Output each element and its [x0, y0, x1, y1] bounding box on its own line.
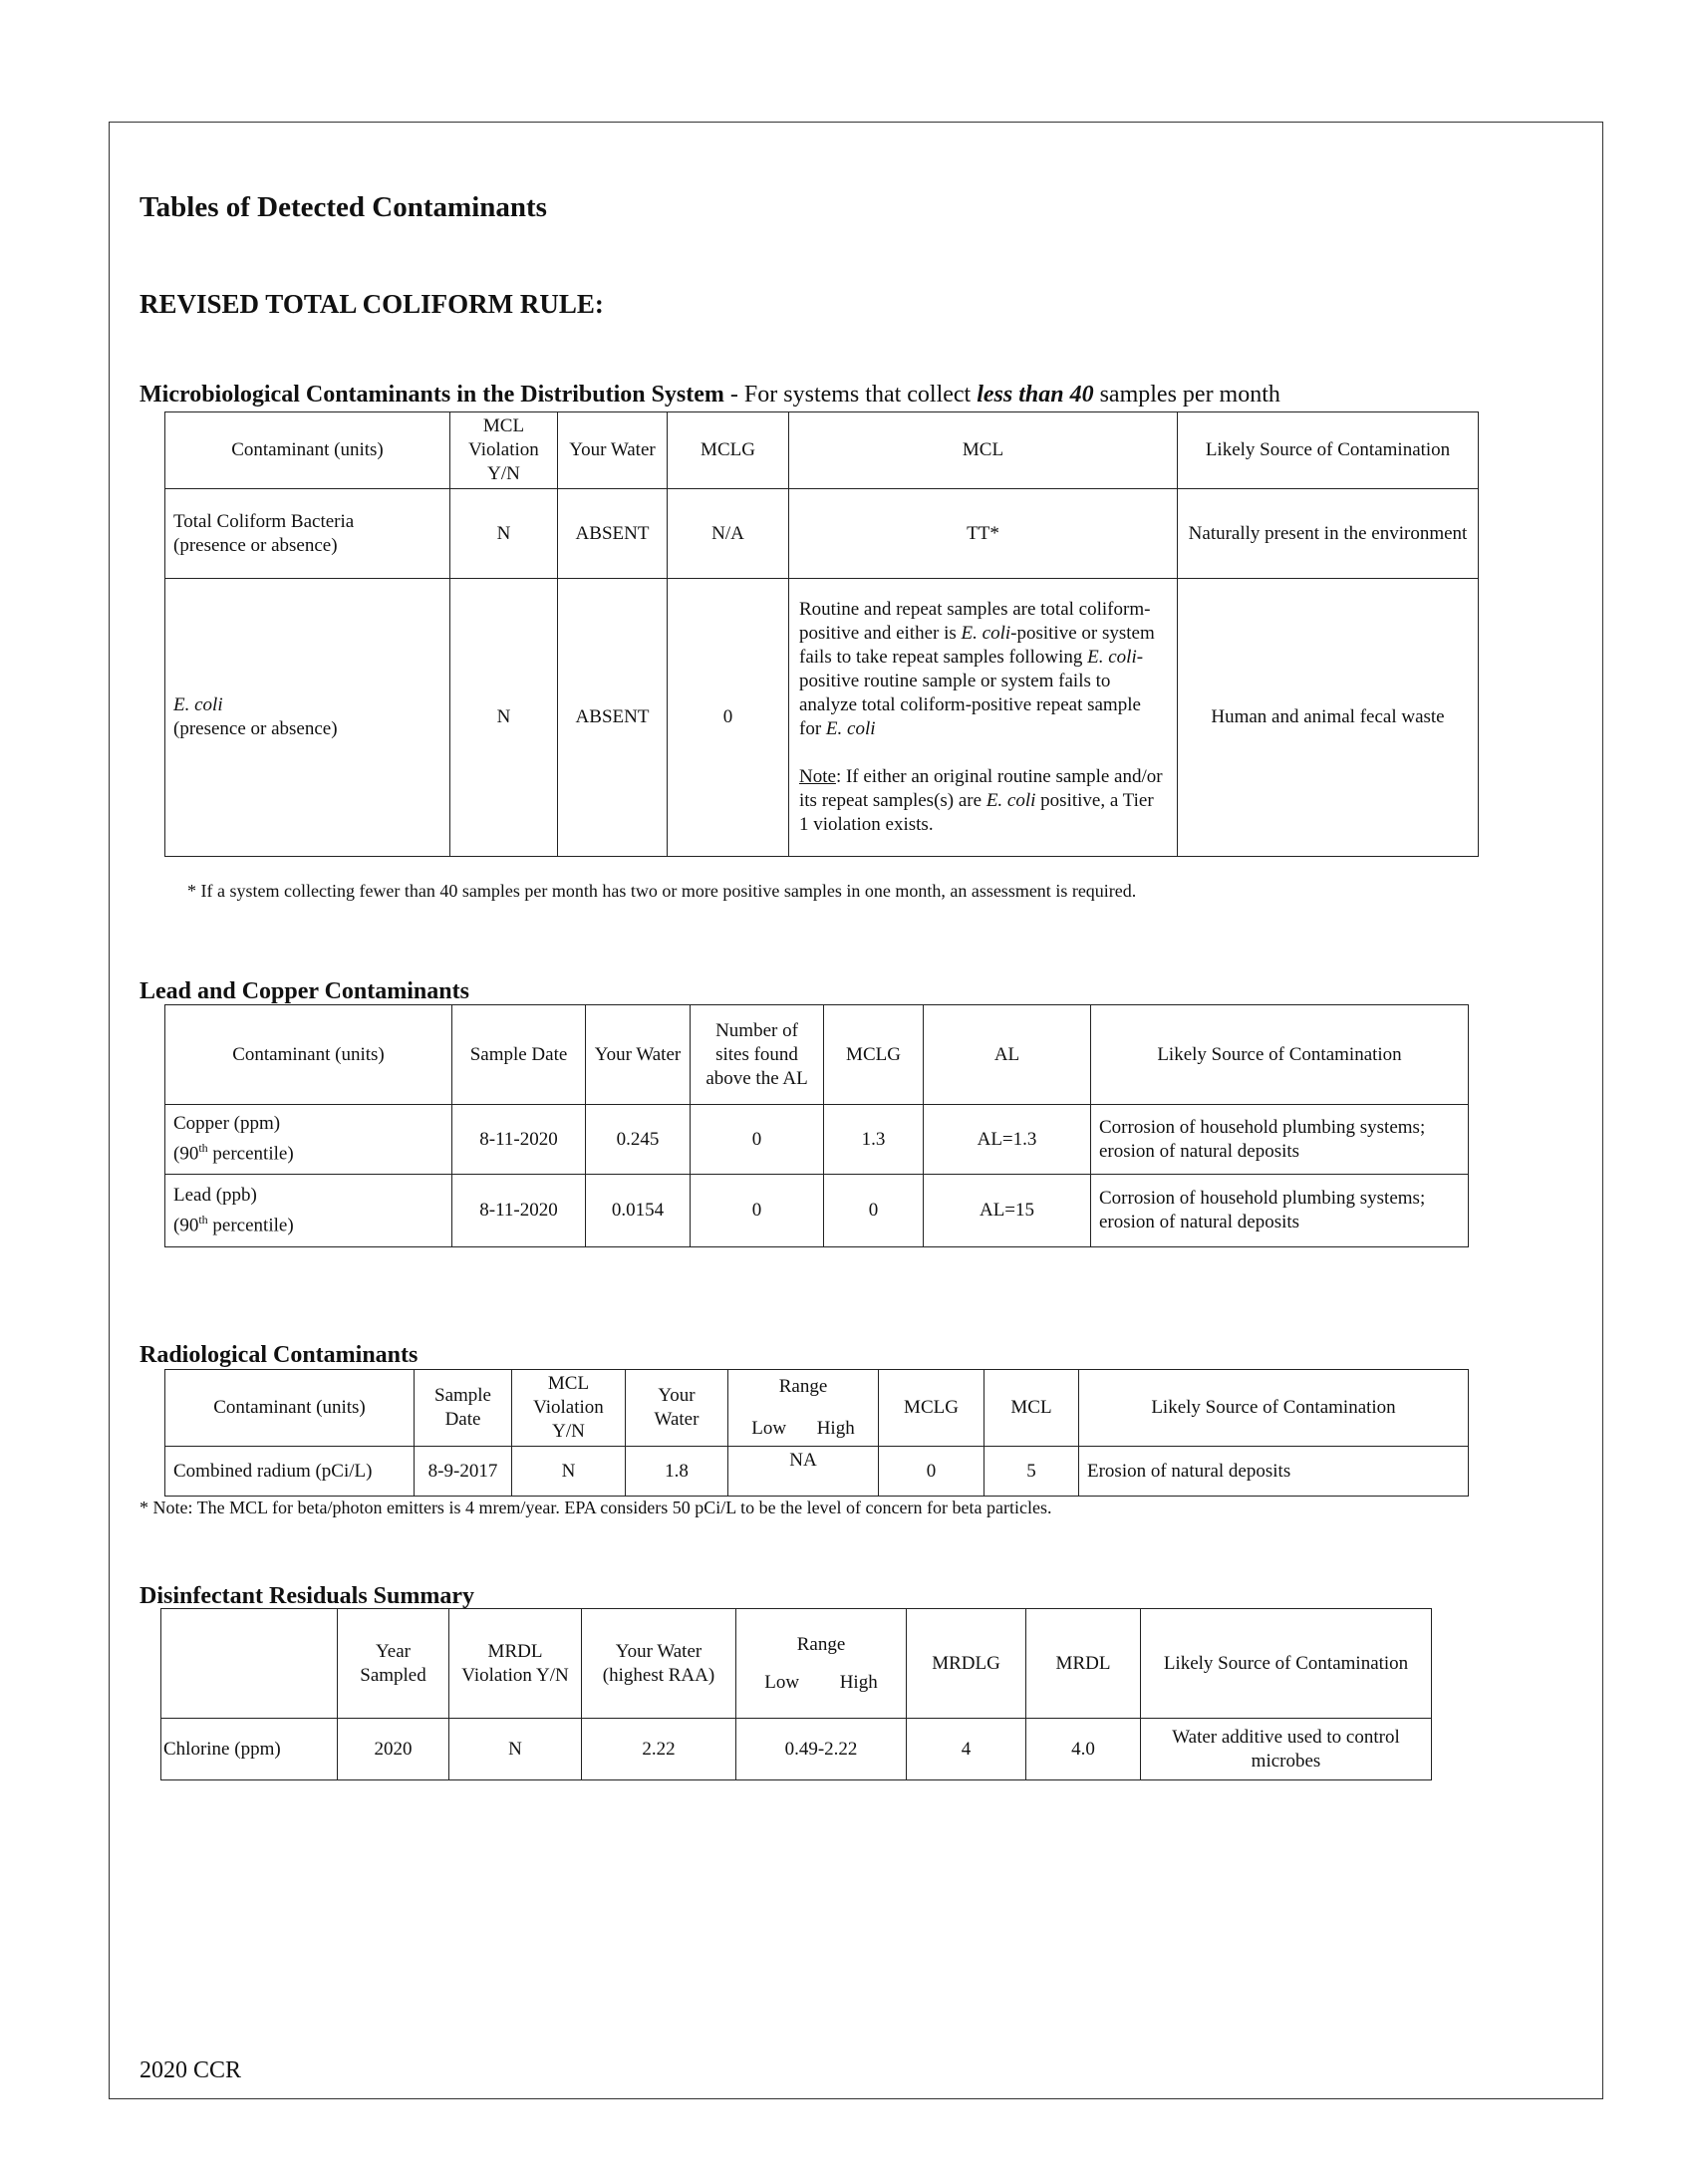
- micro-table: [164, 411, 1479, 857]
- al-cell: AL=15: [924, 1175, 1091, 1247]
- page-footer: 2020 CCR: [140, 2057, 242, 2083]
- mclg-cell: N/A: [668, 489, 789, 579]
- percentile-text: percentile): [207, 1143, 294, 1165]
- sites-cell: 0: [691, 1105, 824, 1175]
- mcl-paragraph-1: [799, 598, 1167, 741]
- range-high-label: High: [839, 1671, 878, 1693]
- sample-date-cell: 8-9-2017: [415, 1447, 512, 1497]
- header-your-water: Your Water (highest RAA): [582, 1609, 736, 1719]
- percentile-text: (90: [173, 1143, 199, 1165]
- table-row: [165, 1105, 1469, 1175]
- micro-title-post: samples per month: [1093, 382, 1280, 408]
- your-water-cell: 2.22: [582, 1719, 736, 1780]
- violation-cell: N: [449, 1719, 582, 1780]
- mcl-text-italic: E. coli: [985, 790, 1036, 811]
- percentile-text: (90: [173, 1215, 199, 1236]
- header-mrdlg: MRDLG: [907, 1609, 1026, 1719]
- source-cell: Corrosion of household plumbing systems; erosion of natural deposits: [1091, 1175, 1469, 1247]
- range-label: Range: [778, 1376, 828, 1397]
- micro-title-bold: Microbiological Contaminants in the Distribution System: [140, 382, 724, 408]
- table-row: [165, 489, 1479, 579]
- lead-copper-table: [164, 1004, 1469, 1247]
- header-sample-date: Sample Date: [415, 1370, 512, 1447]
- range-low-label: Low: [764, 1671, 800, 1693]
- header-range: [728, 1370, 879, 1447]
- header-range: [736, 1609, 907, 1719]
- disinfectant-table: [160, 1608, 1432, 1780]
- header-year-sampled: Year Sampled: [338, 1609, 449, 1719]
- source-cell: Human and animal fecal waste: [1178, 579, 1479, 857]
- range-low-label: Low: [751, 1418, 787, 1439]
- range-low-high: [736, 1417, 870, 1441]
- mcl-paragraph-2: [799, 765, 1167, 837]
- mclg-cell: 0: [879, 1447, 984, 1497]
- year-cell: 2020: [338, 1719, 449, 1780]
- percentile-text: percentile): [207, 1215, 294, 1236]
- source-cell: Corrosion of household plumbing systems; erosion of natural deposits: [1091, 1105, 1469, 1175]
- al-cell: AL=1.3: [924, 1105, 1091, 1175]
- header-source: Likely Source of Contamination: [1079, 1370, 1469, 1447]
- header-al: AL: [924, 1005, 1091, 1105]
- page-title: Tables of Detected Contaminants: [140, 191, 547, 223]
- sample-date-cell: 8-11-2020: [452, 1105, 586, 1175]
- header-mcl: MCL: [789, 412, 1178, 489]
- header-violation: MRDL Violation Y/N: [449, 1609, 582, 1719]
- mcl-text: -positive routine sample or system fails to analyze total coliform-positive repeat sample for: [799, 647, 1144, 739]
- mrdl-cell: 4.0: [1026, 1719, 1141, 1780]
- mrdlg-cell: 4: [907, 1719, 1026, 1780]
- mcl-cell: [789, 579, 1178, 857]
- header-mcl: MCL: [984, 1370, 1079, 1447]
- header-sample-date: Sample Date: [452, 1005, 586, 1105]
- mcl-text-italic: E. coli: [825, 718, 876, 739]
- range-low-high: [744, 1671, 898, 1695]
- contaminant-name: Lead (ppb): [173, 1184, 257, 1206]
- range-cell: NA: [728, 1447, 879, 1497]
- radiological-note: * Note: The MCL for beta/photon emitters is 4 mrem/year. EPA considers 50 pCi/L to be the level of concern for beta particles.: [140, 1498, 1052, 1517]
- contaminant-name: E. coli: [173, 694, 223, 715]
- your-water-cell: 1.8: [626, 1447, 728, 1497]
- header-your-water: Your Water: [626, 1370, 728, 1447]
- mclg-cell: 1.3: [824, 1105, 924, 1175]
- micro-title-emph: less than 40: [977, 382, 1094, 408]
- range-cell: 0.49-2.22: [736, 1719, 907, 1780]
- source-cell: Erosion of natural deposits: [1079, 1447, 1469, 1497]
- contaminant-cell: [165, 1175, 452, 1247]
- micro-section-title: [140, 382, 1280, 409]
- header-mclg: MCLG: [668, 412, 789, 489]
- mcl-cell: TT*: [789, 489, 1178, 579]
- violation-cell: N: [512, 1447, 626, 1497]
- micro-title-dash: -: [723, 382, 744, 408]
- table-row: [165, 1447, 1469, 1497]
- contaminant-cell: Chlorine (ppm): [161, 1719, 338, 1780]
- your-water-cell: 0.245: [586, 1105, 691, 1175]
- contaminant-unit: (presence or absence): [173, 534, 338, 556]
- sites-cell: 0: [691, 1175, 824, 1247]
- mcl-text: positive, a Tier 1 violation exists.: [799, 790, 1154, 835]
- lead-copper-section-title: Lead and Copper Contaminants: [140, 978, 469, 1004]
- rtcr-section-title: REVISED TOTAL COLIFORM RULE:: [140, 289, 604, 319]
- mcl-text-italic: E. coli: [1087, 647, 1137, 668]
- table-header-row: [165, 1370, 1469, 1447]
- header-violation: MCL Violation Y/N: [512, 1370, 626, 1447]
- violation-cell: N: [450, 489, 558, 579]
- contaminant-name: Copper (ppm): [173, 1113, 281, 1135]
- header-contaminant: Contaminant (units): [165, 1005, 452, 1105]
- radiological-section-title: Radiological Contaminants: [140, 1342, 419, 1368]
- your-water-cell: ABSENT: [558, 579, 668, 857]
- source-cell: Naturally present in the environment: [1178, 489, 1479, 579]
- your-water-cell: ABSENT: [558, 489, 668, 579]
- header-your-water: Your Water: [586, 1005, 691, 1105]
- mcl-note-label: Note: [799, 766, 836, 787]
- contaminant-cell: [165, 1105, 452, 1175]
- sample-date-cell: 8-11-2020: [452, 1175, 586, 1247]
- contaminant-cell: Combined radium (pCi/L): [165, 1447, 415, 1497]
- disinfectant-section-title: Disinfectant Residuals Summary: [140, 1583, 475, 1609]
- mcl-text: : If either an original routine sample and/or its repeat samples(s) are: [799, 766, 1163, 811]
- percentile-sup: th: [198, 1212, 208, 1227]
- header-your-water: Your Water: [558, 412, 668, 489]
- source-cell: Water additive used to control microbes: [1141, 1719, 1432, 1780]
- header-violation: MCL Violation Y/N: [450, 412, 558, 489]
- table-header-row: [165, 1005, 1469, 1105]
- table-row: [161, 1719, 1432, 1780]
- header-mclg: MCLG: [824, 1005, 924, 1105]
- contaminant-cell: [165, 579, 450, 857]
- micro-title-pre: For systems that collect: [743, 382, 978, 408]
- header-contaminant: Contaminant (units): [165, 1370, 415, 1447]
- violation-cell: N: [450, 579, 558, 857]
- header-source: Likely Source of Contamination: [1141, 1609, 1432, 1719]
- header-mclg: MCLG: [879, 1370, 984, 1447]
- header-source: Likely Source of Contamination: [1091, 1005, 1469, 1105]
- mcl-text: Routine and repeat samples are total coliform-positive and either is: [799, 599, 1151, 644]
- mcl-text-italic: E. coli: [961, 623, 1011, 644]
- mclg-cell: 0: [668, 579, 789, 857]
- micro-footnote: * If a system collecting fewer than 40 samples per month has two or more positive samples in one month, an assessment is required.: [187, 881, 1137, 901]
- header-mrdl: MRDL: [1026, 1609, 1141, 1719]
- header-source: Likely Source of Contamination: [1178, 412, 1479, 489]
- mcl-text: -positive or system fails to take repeat samples following: [799, 623, 1155, 668]
- contaminant-unit: (presence or absence): [173, 718, 338, 739]
- table-row: [165, 1175, 1469, 1247]
- header-contaminant: Contaminant (units): [165, 412, 450, 489]
- table-header-row: [165, 412, 1479, 489]
- percentile-sup: th: [198, 1141, 208, 1156]
- table-row: [165, 579, 1479, 857]
- table-header-row: [161, 1609, 1432, 1719]
- range-high-label: High: [816, 1418, 855, 1439]
- range-label: Range: [796, 1633, 846, 1655]
- contaminant-cell: [165, 489, 450, 579]
- header-sites-above-al: Number of sites found above the AL: [691, 1005, 824, 1105]
- percentile-label: [173, 1208, 443, 1237]
- contaminant-name: Total Coliform Bacteria: [173, 510, 355, 532]
- header-blank: [161, 1609, 338, 1719]
- percentile-label: [173, 1136, 443, 1166]
- mclg-cell: 0: [824, 1175, 924, 1247]
- mcl-cell: 5: [984, 1447, 1079, 1497]
- radiological-table: [164, 1369, 1469, 1497]
- your-water-cell: 0.0154: [586, 1175, 691, 1247]
